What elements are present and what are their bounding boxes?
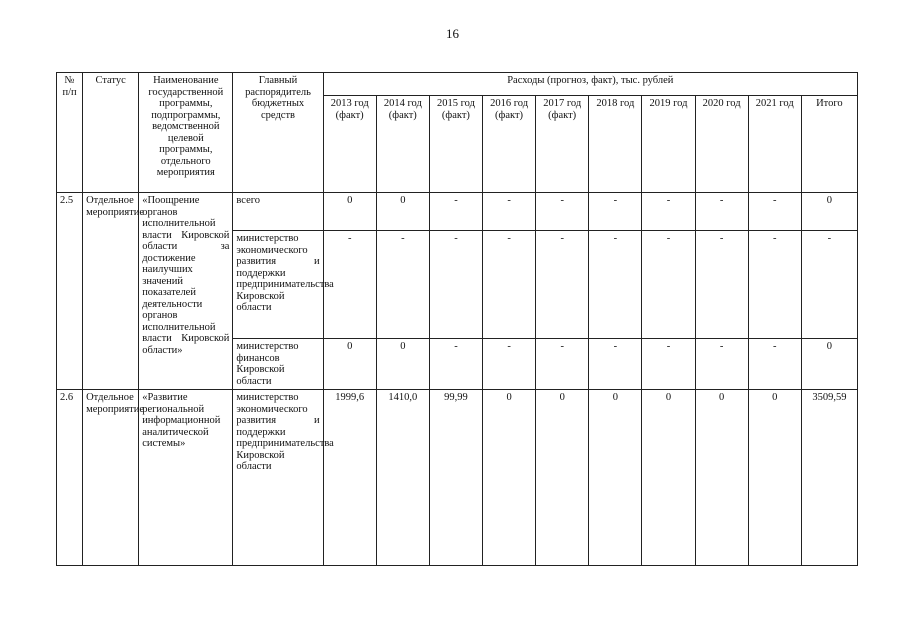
value-cell: 0 bbox=[695, 390, 748, 566]
value-cell: 0 bbox=[323, 339, 376, 390]
value-cell: 0 bbox=[483, 390, 536, 566]
year-header: 2017 год (факт) bbox=[536, 96, 589, 193]
row-name: «Развитие региональной информационной аналитической системы» bbox=[139, 390, 233, 566]
value-cell: - bbox=[748, 339, 801, 390]
value-cell: - bbox=[483, 193, 536, 231]
total-cell: 0 bbox=[801, 193, 857, 231]
value-cell: 0 bbox=[376, 339, 429, 390]
row-status: Отдельное мероприятие bbox=[83, 390, 139, 566]
header-status: Статус bbox=[83, 73, 139, 193]
total-cell: 0 bbox=[801, 339, 857, 390]
value-cell: - bbox=[589, 193, 642, 231]
year-header: 2015 год (факт) bbox=[429, 96, 482, 193]
value-cell: 0 bbox=[376, 193, 429, 231]
header-chief: Главный распорядитель бюджетных средств bbox=[233, 73, 323, 193]
expenses-table bbox=[56, 72, 858, 566]
value-cell: 0 bbox=[589, 390, 642, 566]
value-cell: - bbox=[589, 231, 642, 339]
value-cell: 0 bbox=[748, 390, 801, 566]
row-num: 2.5 bbox=[57, 193, 83, 390]
value-cell: - bbox=[429, 231, 482, 339]
value-cell: - bbox=[642, 339, 695, 390]
total-cell: - bbox=[801, 231, 857, 339]
value-cell: 1999,6 bbox=[323, 390, 376, 566]
header-row bbox=[57, 73, 858, 96]
year-header: 2016 год (факт) bbox=[483, 96, 536, 193]
total-cell: 3509,59 bbox=[801, 390, 857, 566]
value-cell: - bbox=[589, 339, 642, 390]
table-row bbox=[57, 390, 858, 566]
value-cell: - bbox=[536, 339, 589, 390]
value-cell: - bbox=[695, 231, 748, 339]
year-header: 2021 год bbox=[748, 96, 801, 193]
value-cell: - bbox=[536, 231, 589, 339]
header-name: Наименование государственной программы, подпрограммы, ведомственной целевой программы, отдельного мероприятия bbox=[139, 73, 233, 193]
total-header: Итого bbox=[801, 96, 857, 193]
row-chief: министерство экономического развития и поддержки предпринимательства Кировской области bbox=[233, 231, 323, 339]
year-header: 2020 год bbox=[695, 96, 748, 193]
value-cell: 0 bbox=[642, 390, 695, 566]
year-header: 2013 год (факт) bbox=[323, 96, 376, 193]
value-cell: - bbox=[748, 231, 801, 339]
row-status: Отдельное мероприятие bbox=[83, 193, 139, 390]
value-cell: 0 bbox=[536, 390, 589, 566]
row-chief: министерство экономического развития и поддержки предпринимательства Кировской области bbox=[233, 390, 323, 566]
value-cell: - bbox=[483, 231, 536, 339]
value-cell: - bbox=[483, 339, 536, 390]
value-cell: - bbox=[536, 193, 589, 231]
row-name: «Поощрение органов исполнительной власти Кировской области за достижение наилучших значений показателей деятельности органов исполнительной власти Кировской области» bbox=[139, 193, 233, 390]
value-cell: - bbox=[429, 339, 482, 390]
row-chief: всего bbox=[233, 193, 323, 231]
year-header: 2018 год bbox=[589, 96, 642, 193]
value-cell: - bbox=[695, 193, 748, 231]
year-header: 2014 год (факт) bbox=[376, 96, 429, 193]
value-cell: - bbox=[376, 231, 429, 339]
value-cell: - bbox=[323, 231, 376, 339]
header-expenses: Расходы (прогноз, факт), тыс. рублей bbox=[323, 73, 857, 96]
row-chief: министерство финансов Кировской области bbox=[233, 339, 323, 390]
header-num: № п/п bbox=[57, 73, 83, 193]
value-cell: 1410,0 bbox=[376, 390, 429, 566]
value-cell: - bbox=[642, 193, 695, 231]
page-number: 16 bbox=[446, 26, 459, 41]
value-cell: - bbox=[695, 339, 748, 390]
value-cell: - bbox=[429, 193, 482, 231]
year-header: 2019 год bbox=[642, 96, 695, 193]
table-row bbox=[57, 193, 858, 231]
value-cell: - bbox=[748, 193, 801, 231]
row-num: 2.6 bbox=[57, 390, 83, 566]
value-cell: 99,99 bbox=[429, 390, 482, 566]
value-cell: 0 bbox=[323, 193, 376, 231]
value-cell: - bbox=[642, 231, 695, 339]
